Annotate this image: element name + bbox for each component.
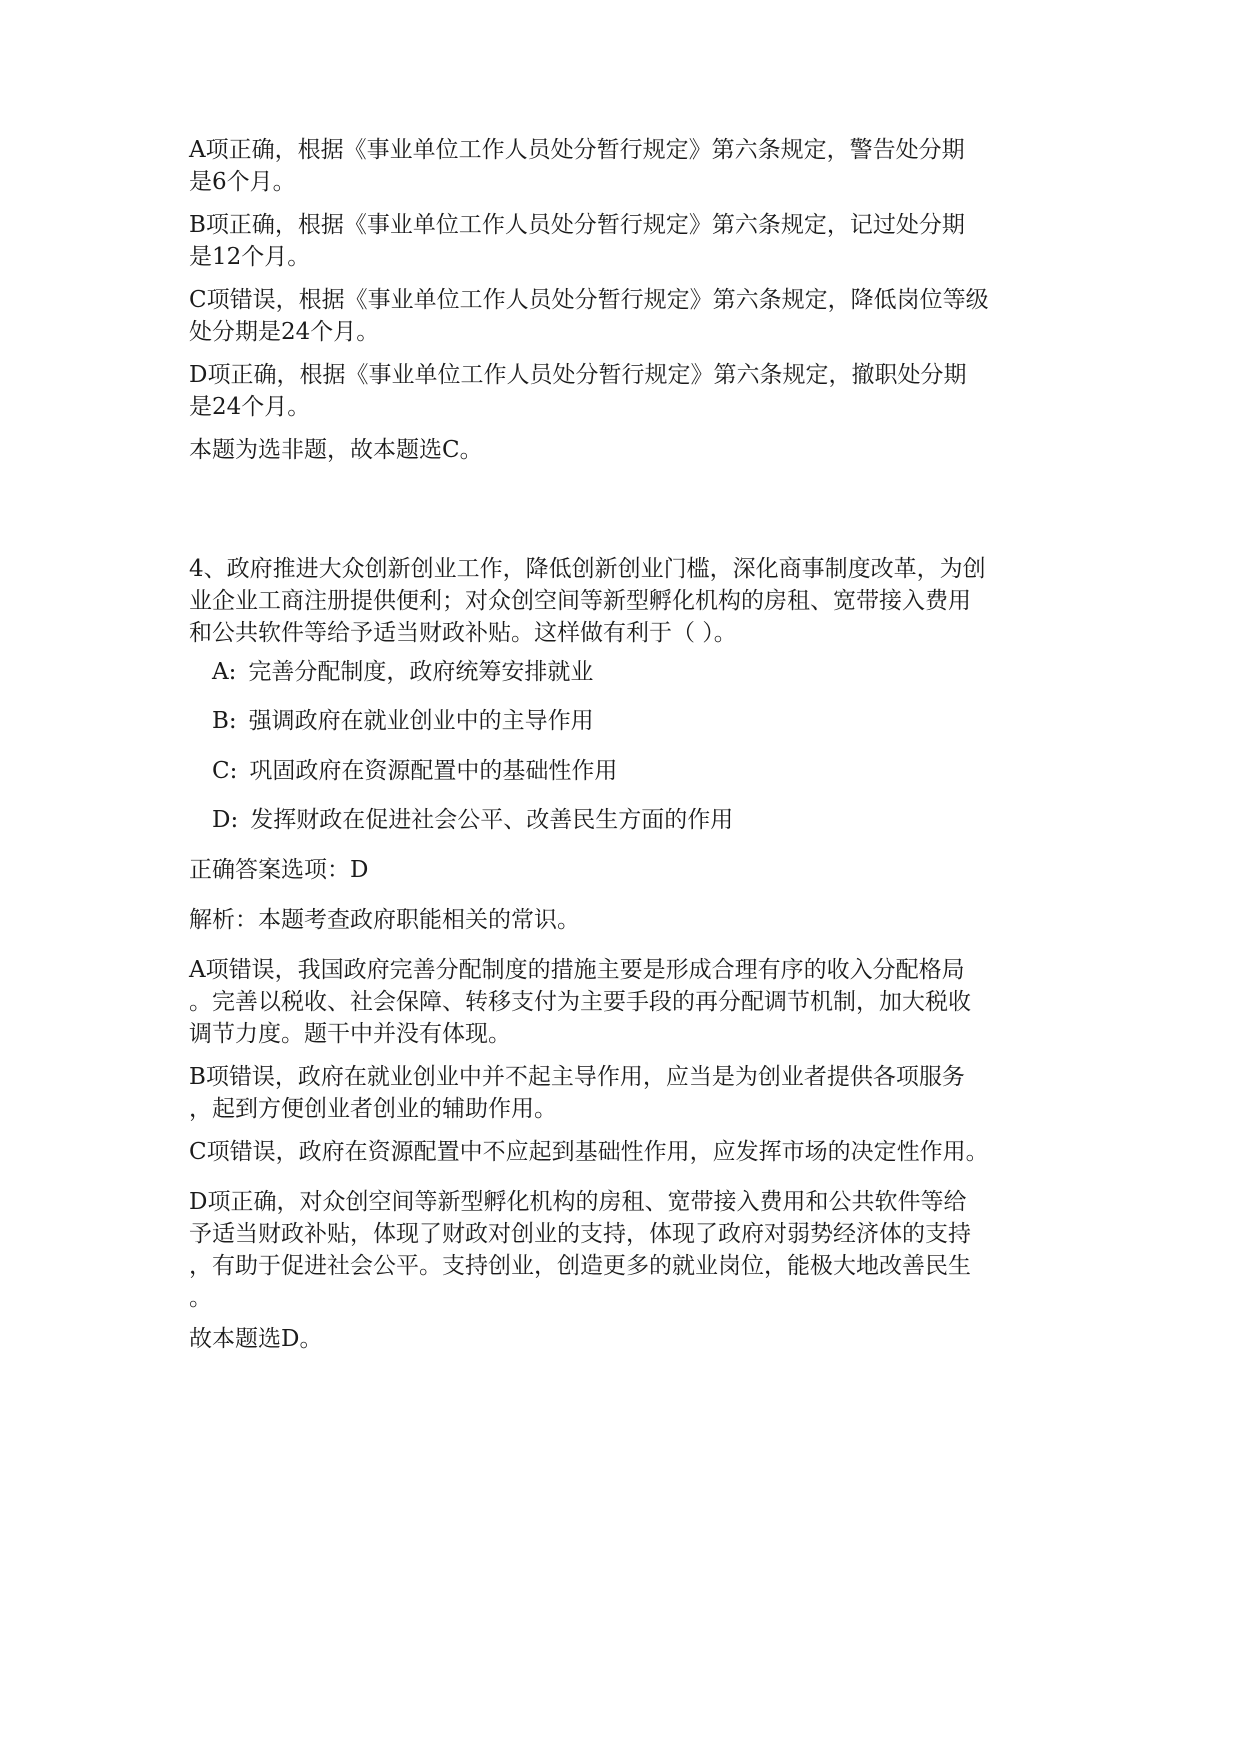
prev-conclusion: 本题为选非题，故本题选C。 — [189, 437, 483, 463]
analysis-b: B项错误，政府在就业创业中并不起主导作用，应当是为创业者提供各项服务 ，起到方便创业者创业的辅助作用。 — [189, 1064, 965, 1122]
analysis-c: C项错误，政府在资源配置中不应起到基础性作用，应发挥市场的决定性作用。 — [189, 1139, 989, 1165]
analysis-a: A项错误，我国政府完善分配制度的措施主要是形成合理有序的收入分配格局 。完善以税收、社会保障、转移支付为主要手段的再分配调节机制，加大税收 调节力度。题干中并没有体现。 — [189, 957, 971, 1047]
option-a: A: 完善分配制度，政府统筹安排就业 — [212, 659, 594, 685]
prev-explanation-a: A项正确，根据《事业单位工作人员处分暂行规定》第六条规定，警告处分期 是6个月。 — [189, 137, 965, 195]
option-b: B: 强调政府在就业创业中的主导作用 — [212, 708, 594, 734]
correct-answer: 正确答案选项：D — [189, 857, 369, 883]
prev-explanation-b: B项正确，根据《事业单位工作人员处分暂行规定》第六条规定，记过处分期 是12个月。 — [189, 212, 965, 270]
prev-explanation-d: D项正确，根据《事业单位工作人员处分暂行规定》第六条规定，撤职处分期 是24个月。 — [189, 362, 967, 420]
question-conclusion: 故本题选D。 — [189, 1326, 323, 1352]
option-c: C: 巩固政府在资源配置中的基础性作用 — [212, 758, 618, 784]
analysis-intro: 解析：本题考查政府职能相关的常识。 — [189, 907, 580, 933]
prev-explanation-c: C项错误，根据《事业单位工作人员处分暂行规定》第六条规定，降低岗位等级 处分期是24个月。 — [189, 287, 989, 345]
analysis-d: D项正确，对众创空间等新型孵化机构的房租、宽带接入费用和公共软件等给 予适当财政补贴，体现了财政对创业的支持，体现了政府对弱势经济体的支持 ，有助于促进社会公平。支持创业，创造更多的就业岗位，能极大地改善民生 。 — [189, 1189, 971, 1311]
question-stem: 4、政府推进大众创新创业工作，降低创新创业门槛，深化商事制度改革，为创 业企业工商注册提供便利；对众创空间等新型孵化机构的房租、宽带接入费用 和公共软件等给予适当财政补贴。这样做有利于（ ）。 — [189, 556, 986, 646]
option-d: D: 发挥财政在促进社会公平、改善民生方面的作用 — [212, 807, 734, 833]
